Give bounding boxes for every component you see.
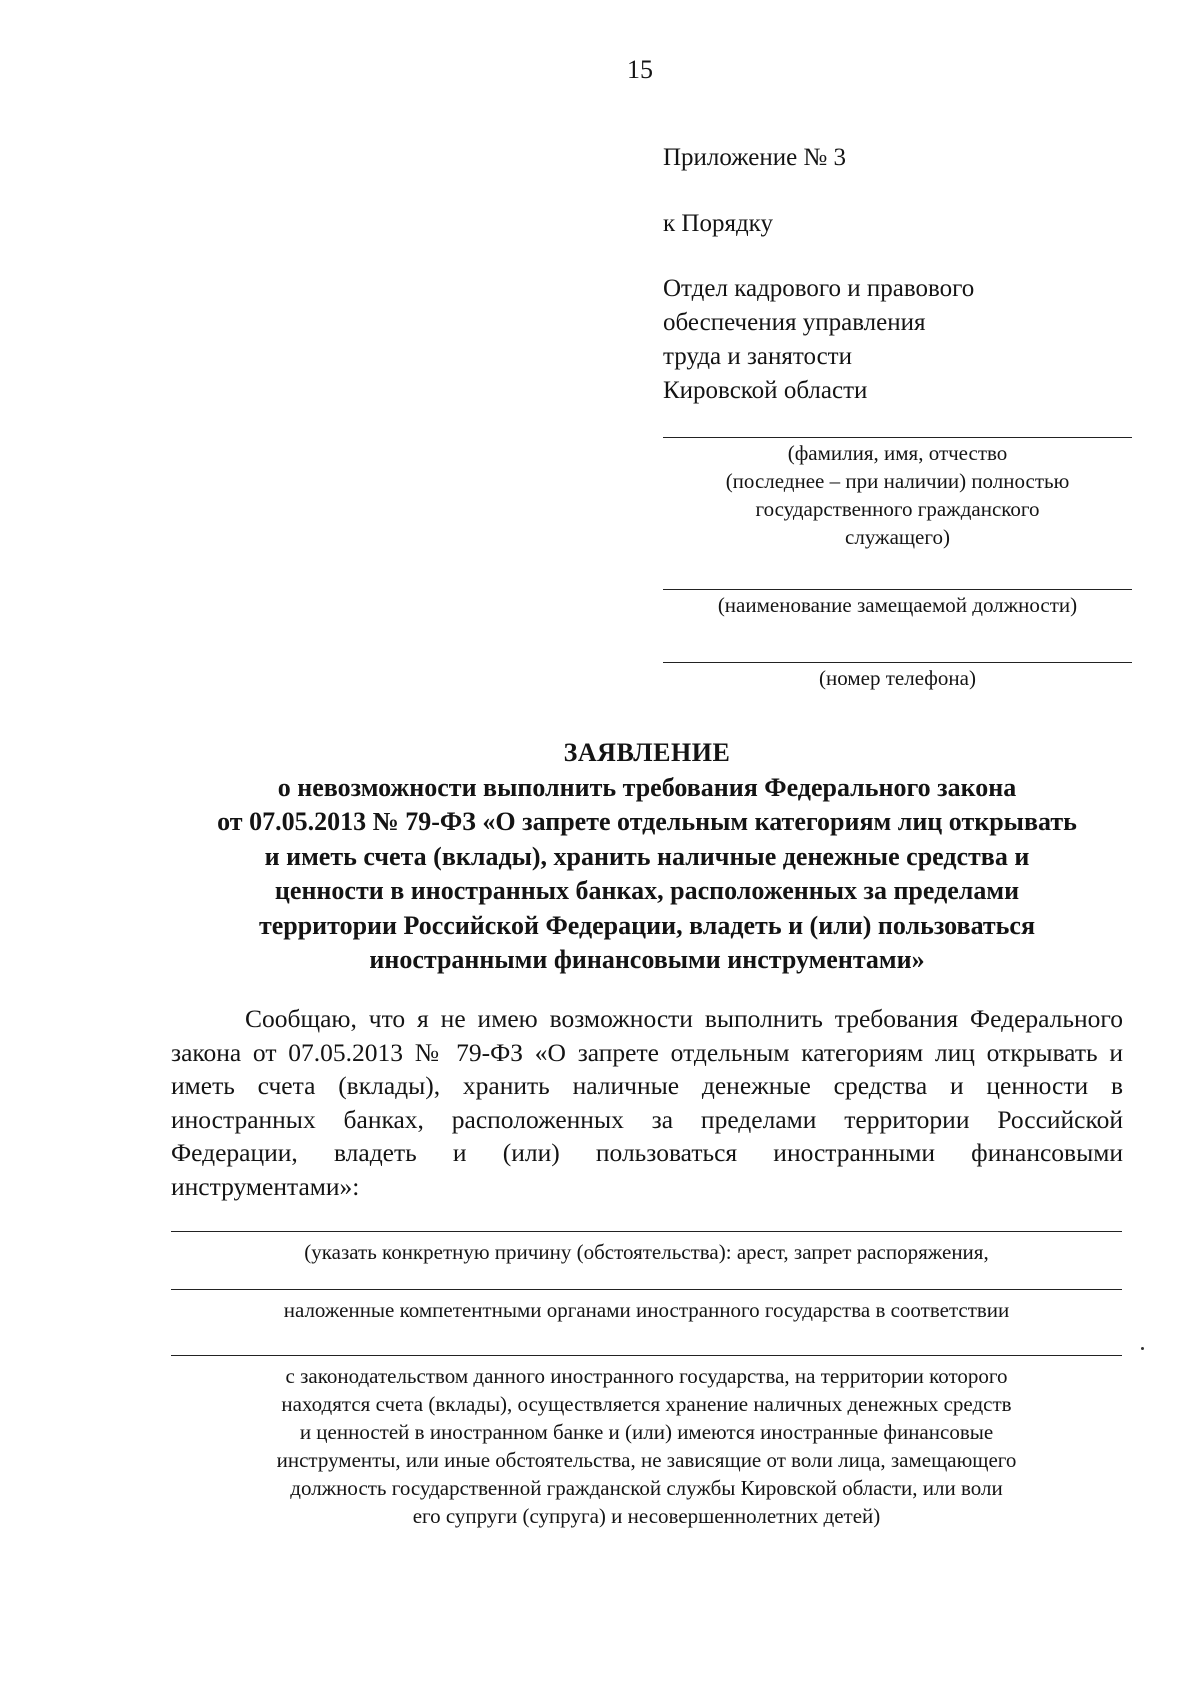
reason-field-line-1[interactable] <box>171 1231 1122 1232</box>
title-main: ЗАЯВЛЕНИЕ <box>563 738 731 767</box>
recipient-block <box>663 272 974 408</box>
caption-line: инструменты, или иные обстоятельства, не зависящие от воли лица, замещающего <box>276 1448 1017 1472</box>
caption-line: служащего) <box>845 525 950 549</box>
appendix-label: Приложение № 3 <box>663 144 847 171</box>
phone-field-caption: (номер телефона) <box>819 666 976 690</box>
caption-line: (последнее – при наличии) полностью <box>725 469 1070 493</box>
caption-line: находятся счета (вклады), осуществляется хранение наличных денежных средств <box>281 1392 1012 1416</box>
title-subline: ценности в иностранных банках, расположенных за пределами <box>274 876 1020 905</box>
caption-line: его супруги (супруга) и несовершеннолетних детей) <box>412 1504 881 1528</box>
scan-speck <box>1141 1347 1144 1350</box>
name-field-caption <box>663 439 1132 551</box>
reason-caption-1: (указать конкретную причину (обстоятельства): арест, запрет распоряжения, <box>304 1240 989 1264</box>
recipient-line: обеспечения управления <box>663 309 926 336</box>
caption-line: и ценностей в иностранном банке и (или) имеются иностранные финансовые <box>299 1420 994 1444</box>
recipient-line: Кировской области <box>663 377 868 404</box>
title-subline: от 07.05.2013 № 79-ФЗ «О запрете отдельным категориям лиц открывать <box>217 807 1077 836</box>
page-number: 15 <box>627 55 653 84</box>
order-reference: к Порядку <box>663 210 773 237</box>
title-subline: о невозможности выполнить требования Федерального закона <box>277 772 1017 802</box>
position-field-line[interactable] <box>663 589 1132 590</box>
reason-caption-3 <box>171 1362 1122 1530</box>
caption-line: должность государственной гражданской службы Кировской области, или воли <box>290 1476 1003 1500</box>
phone-field-line[interactable] <box>663 662 1132 663</box>
position-field-caption: (наименование замещаемой должности) <box>717 593 1078 617</box>
reason-field-line-3[interactable] <box>171 1355 1122 1356</box>
document-title <box>150 736 1144 978</box>
statement-text: Сообщаю, что я не имею возможности выполнить требования Федерального закона от 07.05.2013 № 79-ФЗ «О запрете отдельным категориям лиц открывать и иметь счета (вклады), хранить наличные денежные средства и ценности в иностранных банках, расположенных за пределами территории Российской Федерации, владеть и (или) пользоваться иностранными финансовыми инструментами»: <box>171 1004 1123 1201</box>
caption-line: (фамилия, имя, отчество <box>787 441 1008 465</box>
recipient-line: труда и занятости <box>663 343 852 370</box>
title-subline: территории Российской Федерации, владеть и (или) пользоваться <box>258 910 1036 940</box>
title-subline: иностранными финансовыми инструментами» <box>369 945 925 974</box>
title-subline: и иметь счета (вклады), хранить наличные денежные средства и <box>264 841 1030 871</box>
statement-paragraph <box>171 1002 1123 1203</box>
name-field-line[interactable] <box>663 437 1132 438</box>
recipient-line: Отдел кадрового и правового <box>663 275 975 302</box>
reason-caption-2: наложенные компетентными органами иностранного государства в соответствии <box>283 1298 1010 1322</box>
caption-line: с законодательством данного иностранного государства, на территории которого <box>285 1364 1008 1388</box>
caption-line: государственного гражданского <box>755 497 1040 521</box>
reason-field-line-2[interactable] <box>171 1289 1122 1290</box>
